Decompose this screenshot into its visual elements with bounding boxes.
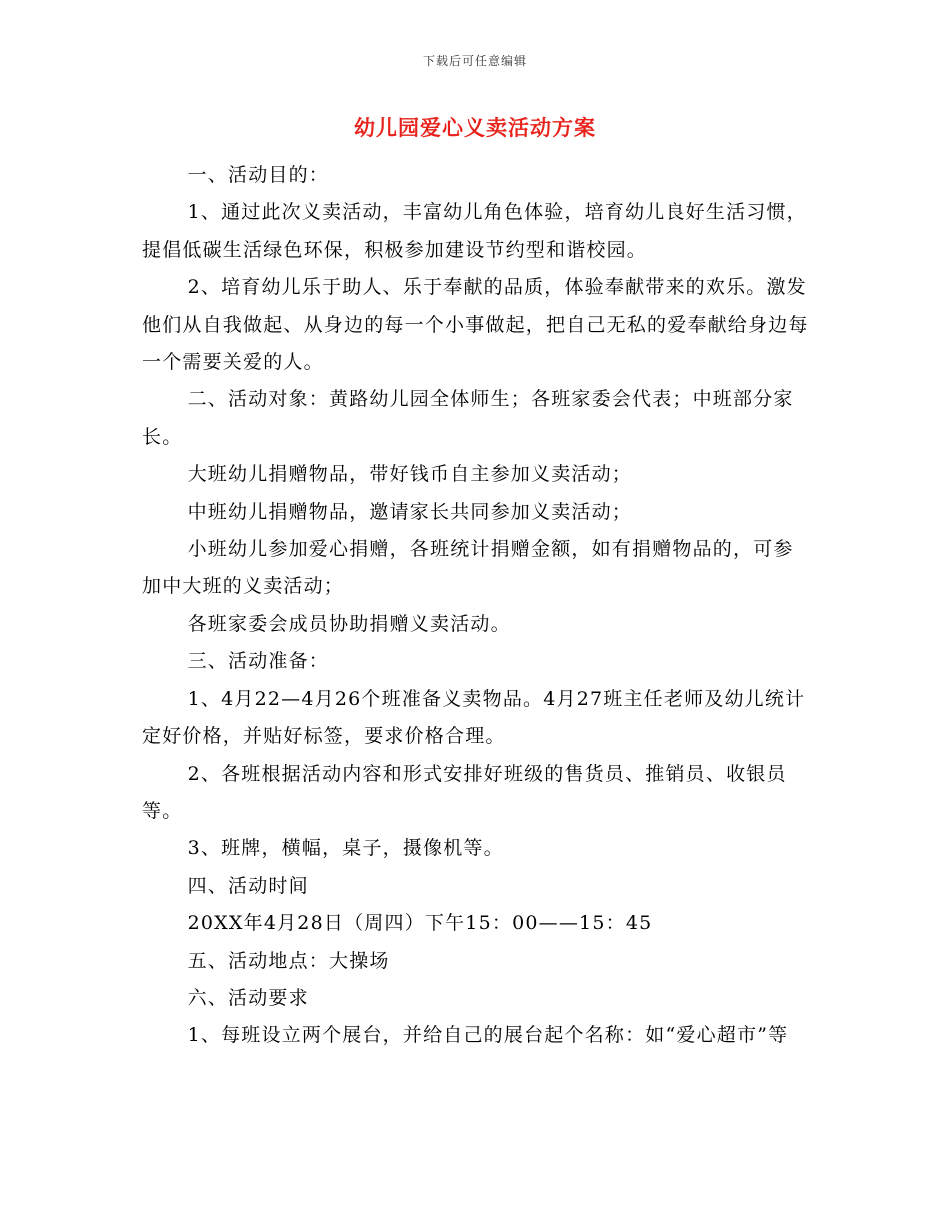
- section-heading-purpose: 一、活动目的：: [187, 164, 329, 186]
- page-header-note: 下载后可任意编辑: [422, 54, 527, 68]
- paragraph-preparation-1: 1、4月22—4月26个班准备义卖物品。4月27班主任老师及幼儿统计定好价格，并贴好标签，要求价格合理。: [142, 687, 806, 748]
- paragraph-requirements-1: 1、每班设立两个展台，并给自己的展台起个名称：如“爱心超市”等: [187, 1024, 789, 1047]
- section-heading-location: 五、活动地点：大操场: [187, 949, 390, 972]
- paragraph-preparation-3: 3、班牌，横幅，桌子，摄像机等。: [187, 837, 504, 860]
- paragraph-time: 20XX年4月28日（周四）下午15：00——15：45: [187, 912, 653, 935]
- paragraph-junior-class: 小班幼儿参加爱心捐赠，各班统计捐赠金额，如有捐赠物品的，可参加中大班的义卖活动；: [142, 538, 794, 598]
- document-body: [142, 157, 810, 1055]
- document-title: 幼儿园爱心义卖活动方案: [354, 115, 596, 140]
- paragraph-preparation-2: 2、各班根据活动内容和形式安排好班级的售货员、推销员、收银员等。: [142, 762, 787, 822]
- section-heading-time: 四、活动时间: [187, 874, 309, 897]
- section-heading-preparation: 三、活动准备：: [187, 650, 329, 673]
- paragraph-committee: 各班家委会成员协助捐赠义卖活动。: [187, 612, 511, 635]
- paragraph-middle-class: 中班幼儿捐赠物品，邀请家长共同参加义卖活动；: [187, 500, 632, 523]
- paragraph-senior-class: 大班幼儿捐赠物品，带好钱币自主参加义卖活动；: [187, 463, 632, 486]
- paragraph-purpose-1: 1、通过此次义卖活动，丰富幼儿角色体验，培育幼儿良好生活习惯，提倡低碳生活绿色环保，积极参加建设节约型和谐校园。: [142, 201, 807, 261]
- section-heading-requirements: 六、活动要求: [187, 986, 309, 1009]
- paragraph-purpose-2: 2、培育幼儿乐于助人、乐于奉献的品质，体验奉献带来的欢乐。激发他们从自我做起、从身边的每一个小事做起，把自己无私的爱奉献给身边每一个需要关爱的人。: [142, 276, 809, 374]
- paragraph-participants: 二、活动对象：黄路幼儿园全体师生；各班家委会代表；中班部分家长。: [142, 388, 794, 448]
